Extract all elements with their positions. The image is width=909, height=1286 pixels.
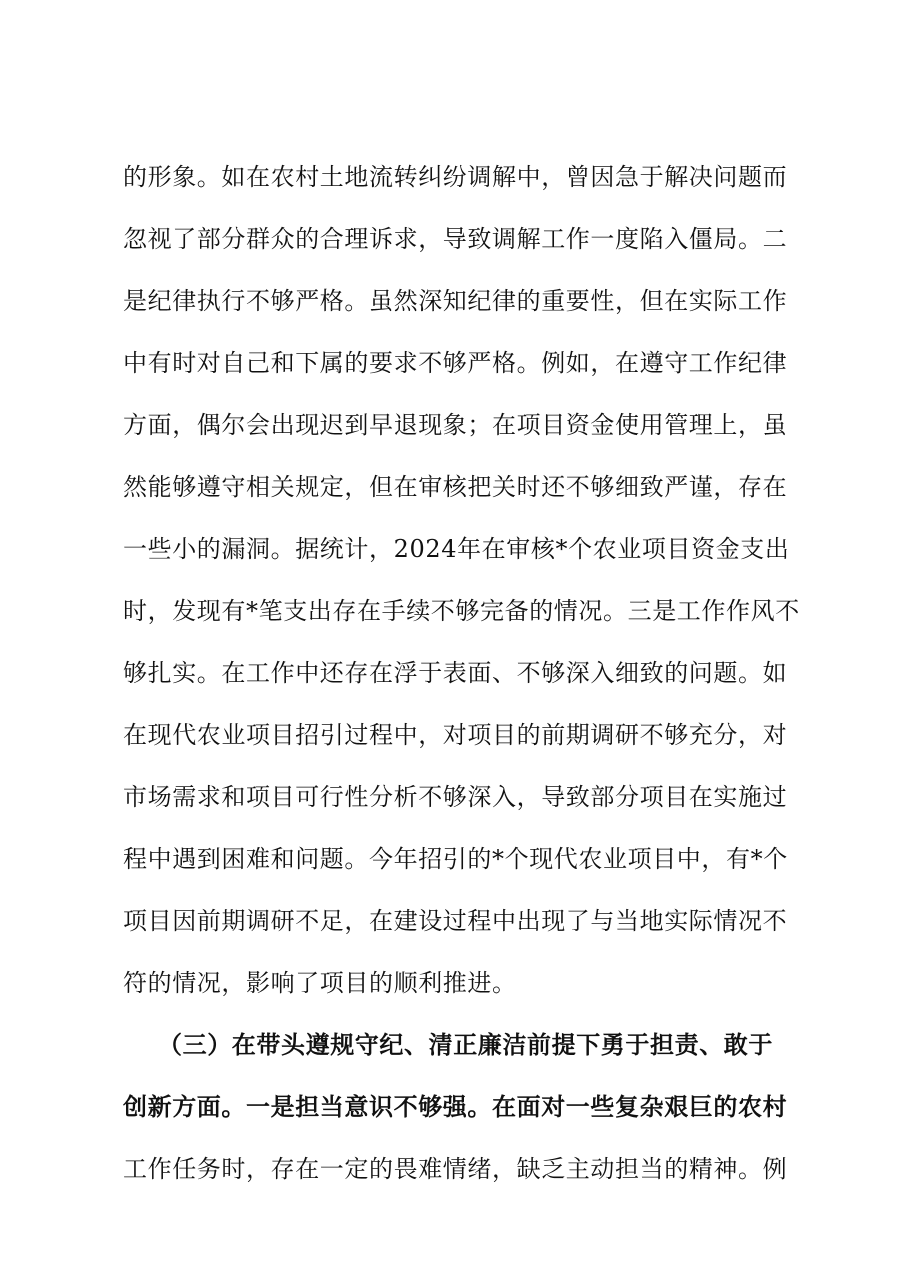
text-line: 在现代农业项目招引过程中，对项目的前期调研不够充分，对 <box>123 721 788 749</box>
text-line: 够扎实。在工作中还存在浮于表面、不够深入细致的问题。如 <box>123 659 788 687</box>
text-line: 忽视了部分群众的合理诉求，导致调解工作一度陷入僵局。二 <box>123 225 788 253</box>
text-line: 市场需求和项目可行性分析不够深入，导致部分项目在实施过 <box>123 783 788 811</box>
text-line: 方面，偶尔会出现迟到早退现象；在项目资金使用管理上，虽 <box>123 411 788 439</box>
text-line: 然能够遵守相关规定，但在审核把关时还不够细致严谨，存在 <box>123 473 788 501</box>
text-line: 一些小的漏洞。据统计，2024年在审核*个农业项目资金支出 <box>123 535 790 563</box>
text-line: 中有时对自己和下属的要求不够严格。例如，在遵守工作纪律 <box>123 349 788 377</box>
text-line: 符的情况，影响了项目的顺利推进。 <box>123 969 517 997</box>
text-line: 工作任务时，存在一定的畏难情绪，缺乏主动担当的精神。例 <box>123 1155 788 1183</box>
text-line: 程中遇到困难和问题。今年招引的*个现代农业项目中，有*个 <box>123 845 788 873</box>
section-heading-line: 创新方面。一是担当意识不够强。在面对一些复杂艰巨的农村 <box>123 1092 788 1121</box>
text-line: 的形象。如在农村土地流转纠纷调解中，曾因急于解决问题而 <box>123 163 788 191</box>
text-line: 时，发现有*笔支出存在手续不够完备的情况。三是工作作风不 <box>123 597 800 625</box>
text-line: 项目因前期调研不足，在建设过程中出现了与当地实际情况不 <box>123 907 788 935</box>
text-line: 是纪律执行不够严格。虽然深知纪律的重要性，但在实际工作 <box>123 287 788 315</box>
section-heading-line: （三）在带头遵规守纪、清正廉洁前提下勇于担责、敢于 <box>158 1030 773 1059</box>
